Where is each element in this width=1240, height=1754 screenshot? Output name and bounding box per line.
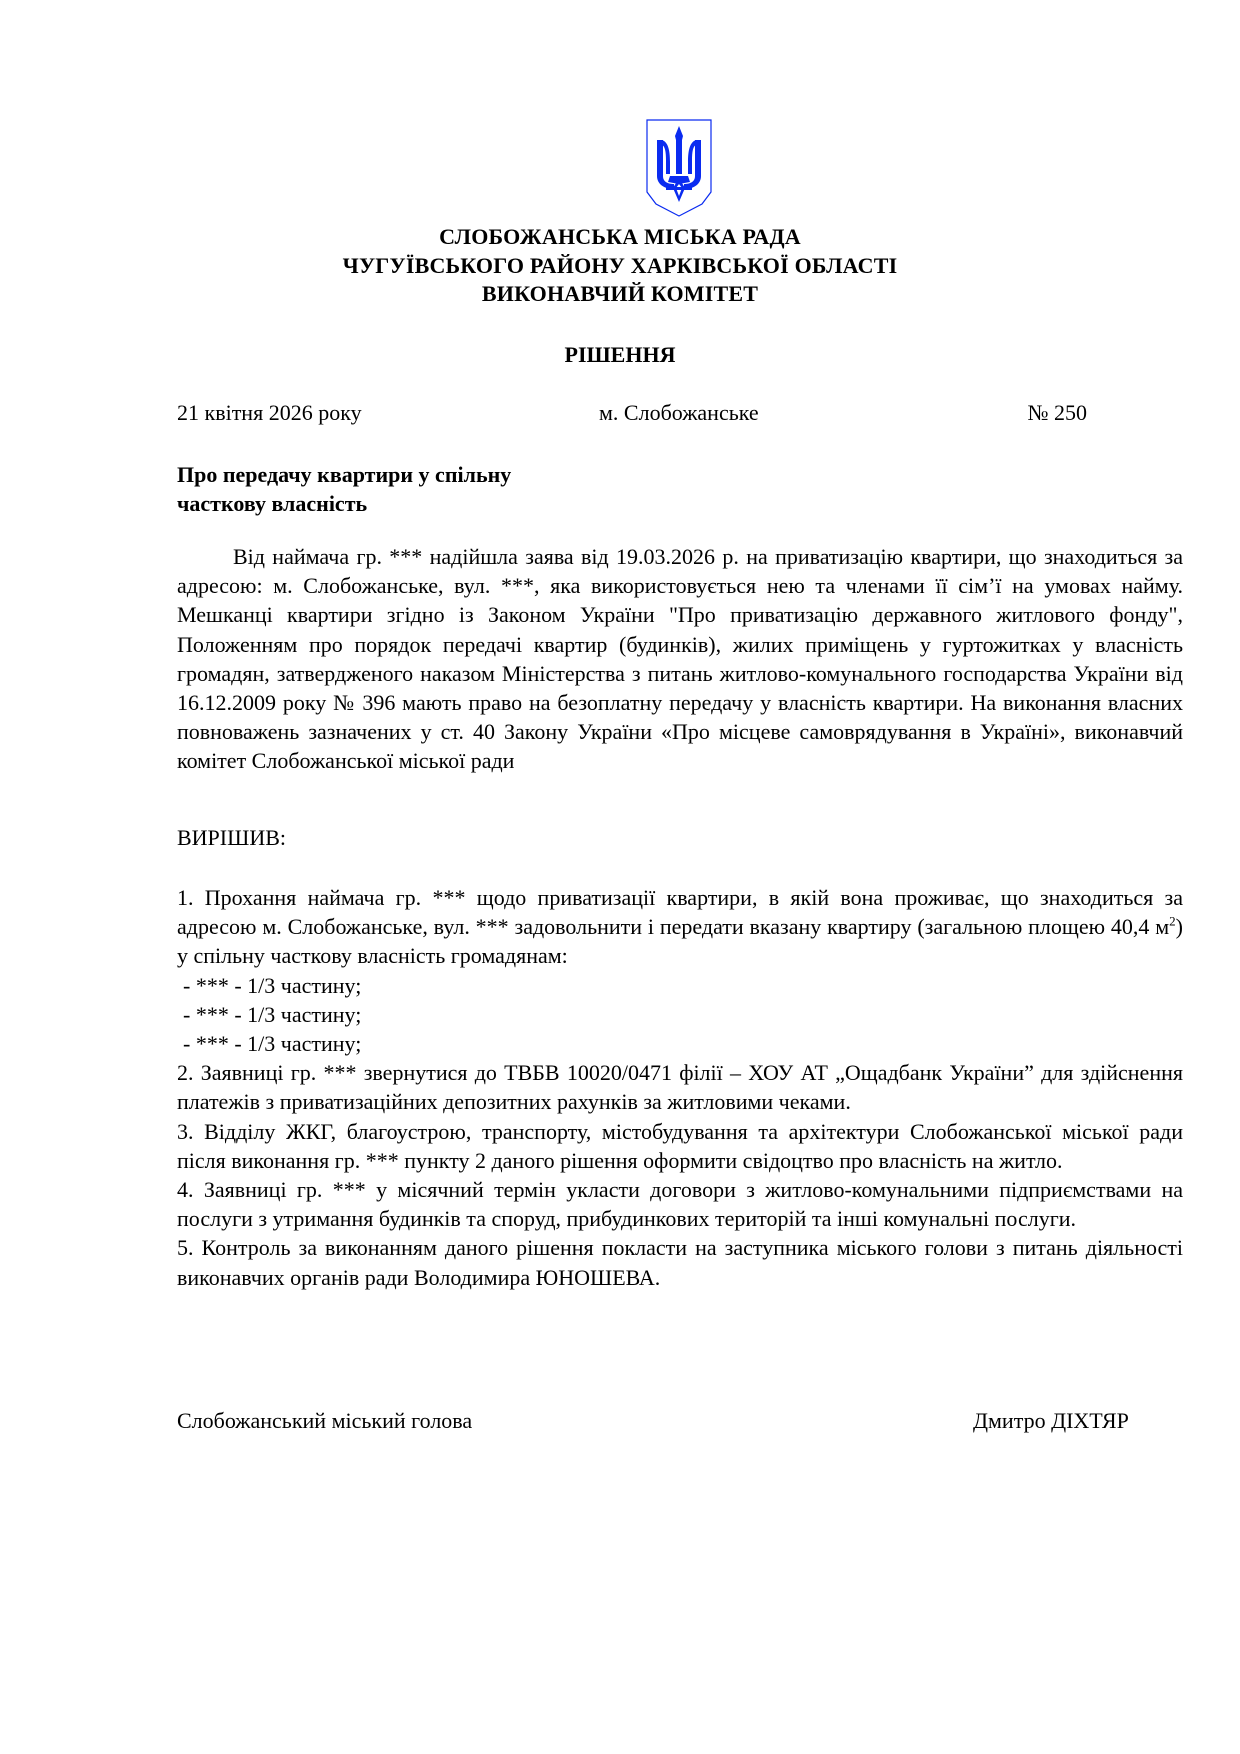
document-type-title: РІШЕННЯ xyxy=(564,342,676,367)
superscript: 2 xyxy=(1169,913,1176,929)
district-region-name: ЧУГУЇВСЬКОГО РАЙОНУ ХАРКІВСЬКОЇ ОБЛАСТІ xyxy=(342,253,898,278)
decision-subject xyxy=(177,460,511,518)
preamble-paragraph: Від наймача гр. *** надійшла заява від 19.03.2026 р. на приватизацію квартири, що знаходиться за адресою: м. Слобожанське, вул. ***, яка використовується нею та членами її сім’ї на умовах найму. Мешканці квартири згідно із Законом України "Про приватизацію державного житлового фонду", Положенням про порядок передачі квартир (будинків), жилих приміщень у гуртожитках у власність громадян, затвердженого наказом Міністерства з питань житлово-комунального господарства України від 16.12.2009 року № 396 мають право на безоплатну передачу у власність квартири. На виконання власних повноважень зазначених у ст. 40 Закону України «Про місцеве самоврядування в Україні», виконавчий комітет Слобожанської міської ради xyxy=(177,544,1183,774)
resolved-label: ВИРІШИВ: xyxy=(177,825,286,850)
resolution-item-5: 5. Контроль за виконанням даного рішення покласти на заступника міського голови з питань діяльності виконавчих органів ради Володимира ЮНОШЕВА. xyxy=(177,1235,1183,1290)
trident-coat-of-arms-icon xyxy=(644,118,714,218)
decision-number: № 250 xyxy=(1027,400,1087,425)
signatory-title: Слобожанський міський голова xyxy=(177,1408,473,1433)
share-list-item: - *** - 1/3 частину; xyxy=(183,1001,362,1027)
signatory-name: Дмитро ДІХТЯР xyxy=(973,1408,1129,1433)
resolution-item-1: 1. Прохання наймача гр. *** щодо приватизації квартири, в якій вона проживає, що знаходиться за адресою м. Слобожанське, вул. *** задовольнити і передати вказану квартиру (загальною площею 40,4 $м^2$) у спільну часткову власність громадянам: xyxy=(177,885,1183,969)
resolution-item-2: 2. Заявниці гр. *** звернутися до ТВБВ 10020/0471 філії – ХОУ АТ „Ощадбанк України” для здійснення платежів з приватизаційних депозитних рахунків за житловими чеками. xyxy=(177,1060,1183,1115)
decision-place: м. Слобожанське xyxy=(599,400,759,425)
resolution-item-3: 3. Відділу ЖКГ, благоустрою, транспорту, містобудування та архітектури Слобожанської міської ради після виконання гр. *** пункту 2 даного рішення оформити свідоцтво про власність на житло. xyxy=(177,1118,1183,1173)
council-name: СЛОБОЖАНСЬКА МІСЬКА РАДА xyxy=(439,224,801,249)
share-list-item: - *** - 1/3 частину; xyxy=(183,972,362,998)
resolution-item-4: 4. Заявниці гр. *** у місячний термін укласти договори з житлово-комунальними підприємствами на послуги з утримання будинків та споруд, прибудинкових територій та інші комунальні послуги. xyxy=(177,1177,1183,1232)
executive-committee-name: ВИКОНАВЧИЙ КОМІТЕТ xyxy=(481,281,759,306)
subject-line-2: часткову власність xyxy=(177,491,368,516)
resolution-items xyxy=(177,883,1183,1292)
subject-line-1: Про передачу квартири у спільну xyxy=(177,462,512,487)
share-list-item: - *** - 1/3 частину; xyxy=(183,1031,362,1057)
decision-date: 21 квітня 2026 року xyxy=(177,400,362,425)
document-meta-line xyxy=(177,400,1087,430)
